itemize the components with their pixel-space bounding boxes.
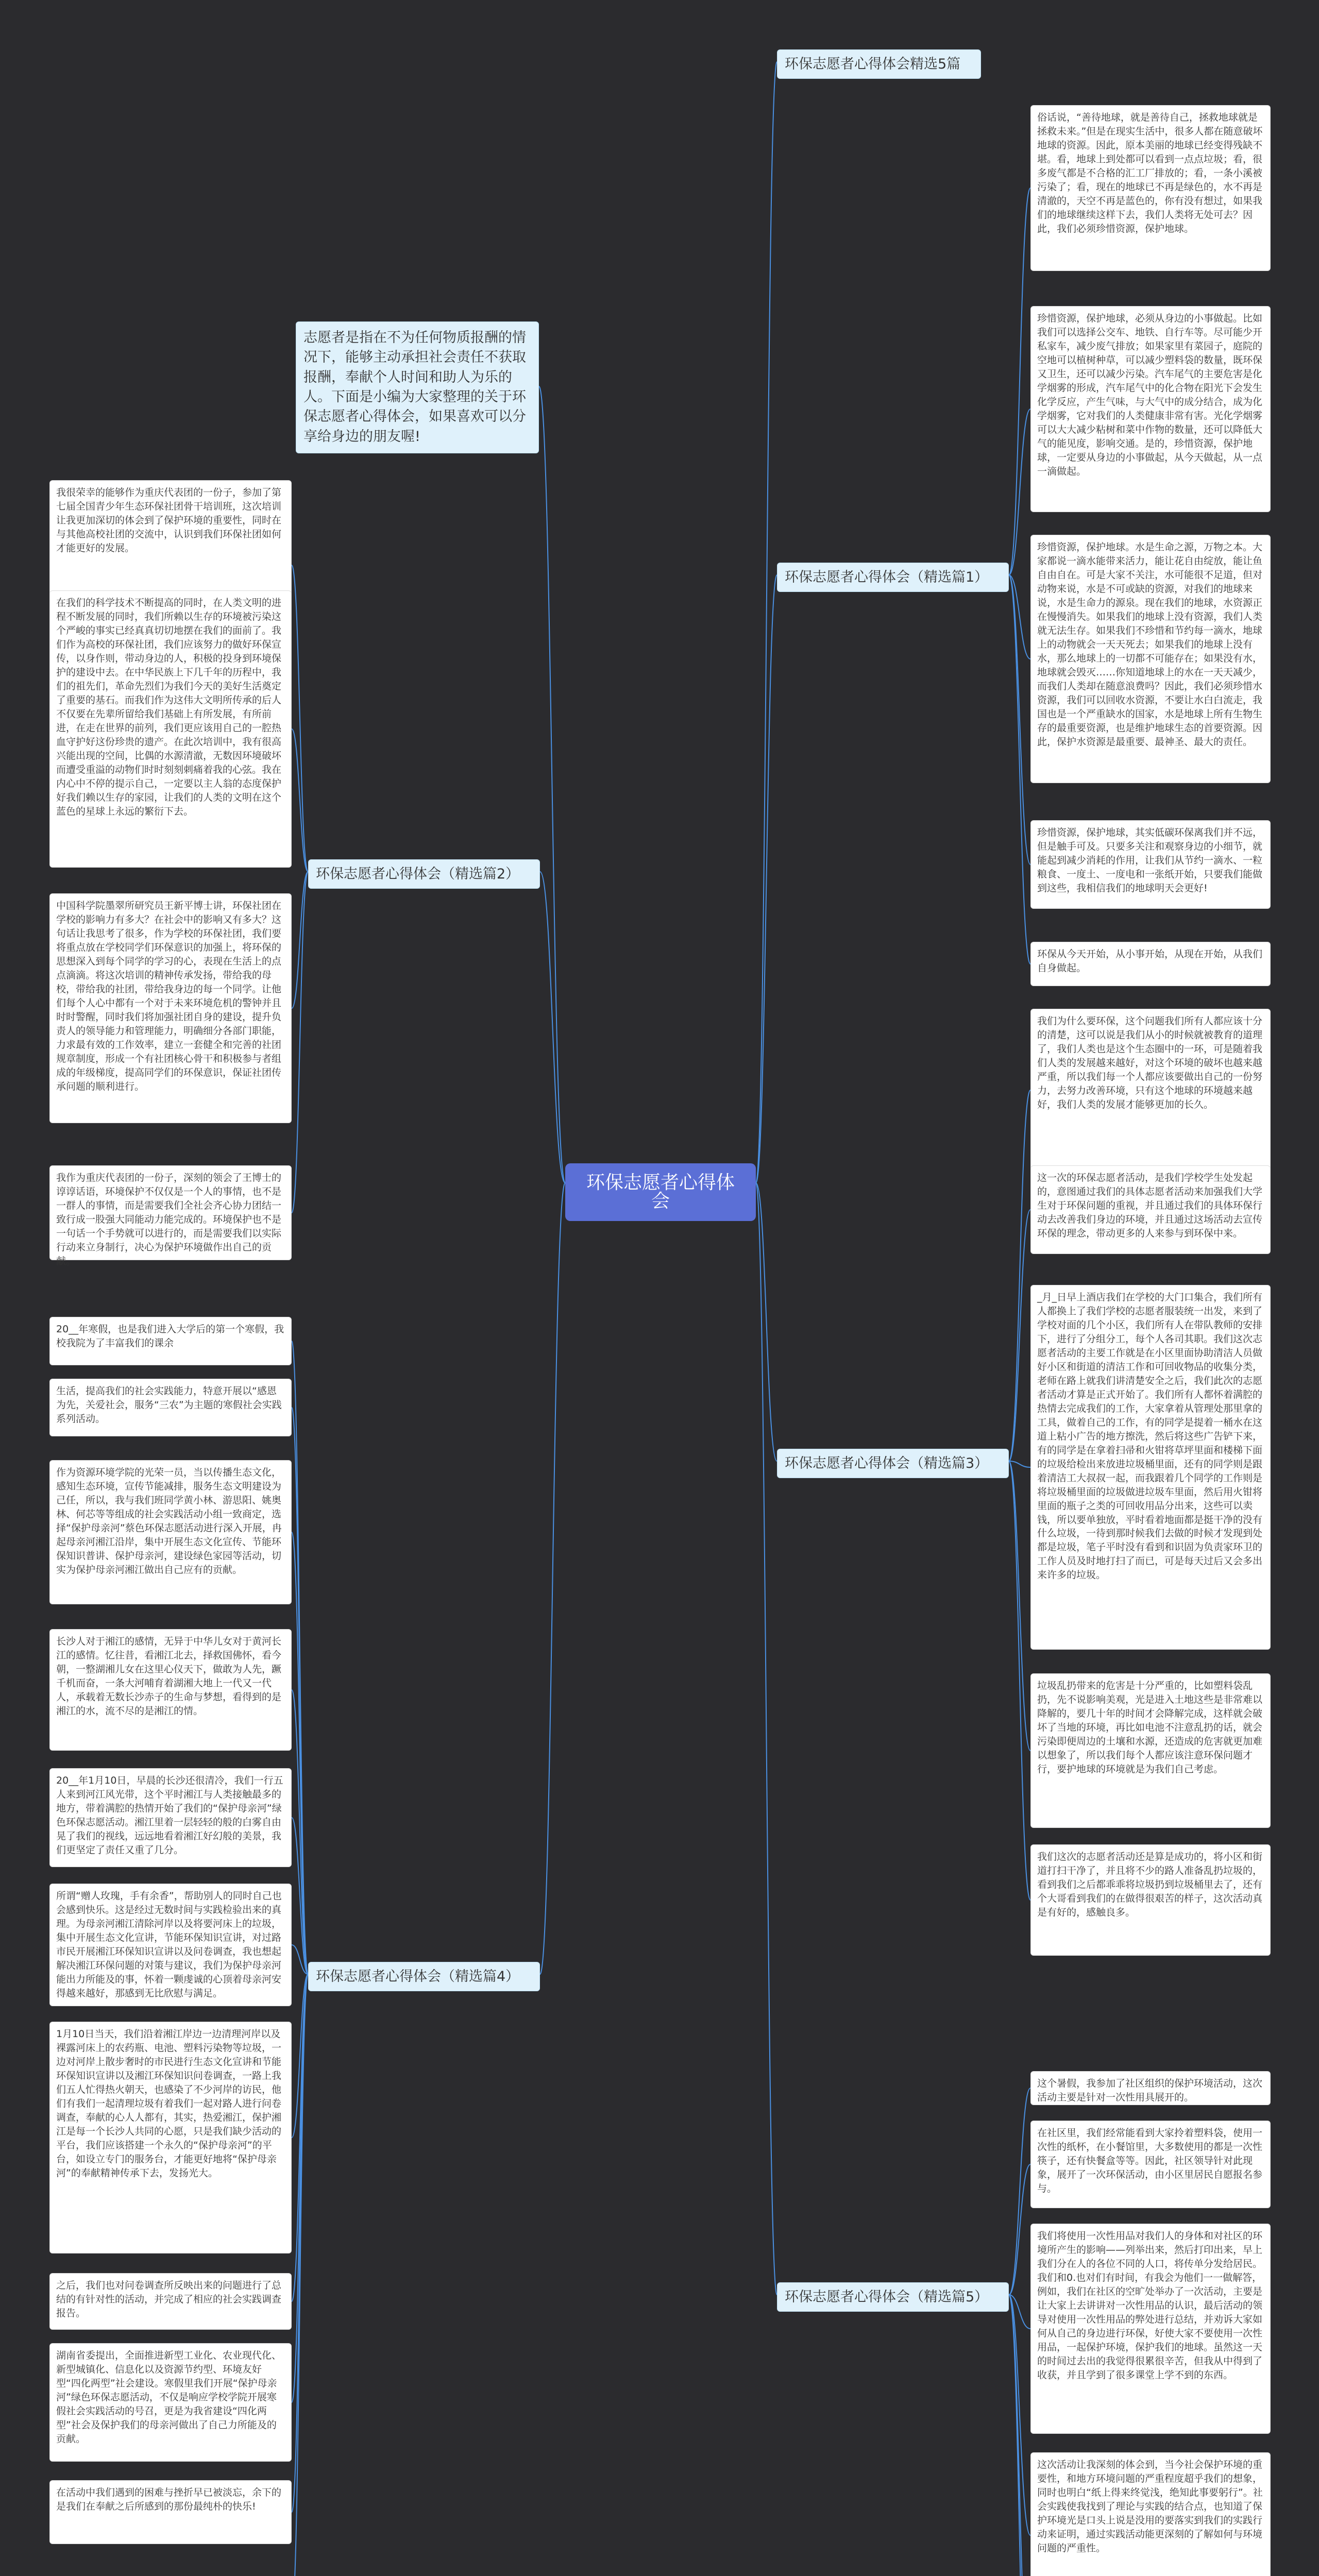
- root-topic[interactable]: 环保志愿者心得体会: [565, 1163, 756, 1221]
- connector-line: [1009, 1461, 1030, 1467]
- leaf-text: 长沙人对于湘江的感情，无异于中华儿女对于黄河长江的感情。忆往昔，看湘江北去，择救国佛怀，看今朝，一整湖湘儿女在这里心仪天下，做敢为人先，蹶千机而奋，一条大河哺育着湖湘大地上一代又一代人，承载着无数长沙赤子的生命与梦想，看得到的是湘江的水，流不尽的是湘江的情。: [49, 1629, 292, 1751]
- branch-topic[interactable]: 环保志愿者心得体会（精选篇5）: [777, 2282, 1009, 2312]
- connector-line: [1009, 2295, 1030, 2576]
- leaf-text: 珍惜资源，保护地球，必须从身边的小事做起。比如我们可以选择公交车、地铁、自行车等。尽可能少开私家车，减少废气排放；如果家里有菜园子，庭院的空地可以植树种草，可以减少塑料袋的数量，既环保又卫生，还可以减少污染。汽车尾气的主要危害是化学烟雾的形成，汽车尾气中的化合物在阳光下会发生化学反应，产生气味，与大气中的成分结合，成为化学烟雾，它对我们的人类健康非常有害。光化学烟雾可以大大减少粘树和菜中作物的数量，还可以降低大气的能见度，影响交通。是的，珍惜资源，保护地球，一定要从身边的小事做起，从今天做起，从一点一滴做起。: [1030, 306, 1271, 512]
- leaf-text: 之后，我们也对问卷调查所反映出来的问题进行了总结的有针对性的活动，并完成了相应的社会实践调查报告。: [49, 2273, 292, 2330]
- branch-topic[interactable]: 环保志愿者心得体会（精选篇3）: [777, 1449, 1009, 1478]
- connector-line: [1009, 1210, 1030, 1461]
- connector-line: [1009, 575, 1030, 964]
- connector-line: [292, 565, 308, 872]
- leaf-text: 在我们的科学技术不断提高的同时，在人类文明的进程不断发展的同时，我们所赖以生存的环境被污染这个严峻的事实已经真真切切地摆在我们的面前了。我们作为高校的环保社团，我们应该努力的做好环保宣传，以身作则，带动身边的人，积极的投身到环境保护的建设中去。在中华民族上下几千年的历程中，我们的祖先们，革命先烈们为我们今天的美好生活奠定了重要的基石。而我们作为这伟大文明所传承的后人不仅要在先辈所留给我们基础上有所发展，有所前进，在走在世界的前列，我们更应该用自己的一腔热血守护好这份珍贵的遗产。在此次培训中，我有很高兴能出现的空间，比偶的水源清澈，无数因环境破坏而遭受重溢的动物们时时刻刻刺痛着我的心弦。我在内心中不停的提示自己，一定要以主人翁的态度保护好我们赖以生存的家园，让我们的人类的文明在这个蓝色的星球上永远的繁衍下去。: [49, 590, 292, 868]
- connector-line: [1009, 409, 1030, 575]
- leaf-text: 环保从今天开始，从小事开始，从现在开始，从我们自身做起。: [1030, 942, 1271, 986]
- leaf-text: 我很荣幸的能够作为重庆代表团的一份子，参加了第七届全国青少年生态环保社团骨干培训班，这次培训让我更加深切的体会到了保护环境的重要性，同时在与其他高校社团的交流中，认识到我们环保社团如何才能更好的发展。: [49, 480, 292, 650]
- leaf-text: 生活，提高我们的社会实践能力，特意开展以“感恩为先，关爱社会，服务“三农”为主题的寒假社会实践系列活动。: [49, 1379, 292, 1436]
- leaf-text: 在社区里，我们经常能看到大家拎着塑料袋，使用一次性的纸杯，在小餐馆里，大多数使用的都是一次性筷子，还有快餐盒等等。因此，社区领导针对此现象，展开了一次环保活动，由小区里居民自愿报名参与。: [1030, 2121, 1271, 2208]
- connector-line: [1009, 1461, 1030, 1900]
- branch-topic[interactable]: 环保志愿者心得体会精选5篇: [777, 49, 981, 79]
- connector-line: [292, 1974, 308, 2402]
- branch-topic[interactable]: 环保志愿者心得体会（精选篇2）: [308, 859, 540, 889]
- leaf-text: 珍惜资源，保护地球，其实低碳环保离我们并不远，但是触手可及。只要多关注和观察身边的小细节，就能起到减少消耗的作用，让我们从节约一滴水、一粒粮食、一度土、一度电和一张纸开始，只要我们能做到这些，我相信我们的地球明天会更好!: [1030, 820, 1271, 909]
- connector-line: [1009, 2088, 1030, 2295]
- connector-line: [756, 62, 777, 1183]
- leaf-text: 20__年寒假，也是我们进入大学后的第一个寒假，我校我院为了丰富我们的课余: [49, 1317, 292, 1365]
- leaf-text: 作为资源环境学院的光荣一员，当以传播生态文化，感知生态环境，宣传节能减排，服务生态文明建设为己任，所以，我与我们班同学黄小林、游思阳、姚奥林、何芯等等组成的社会实践活动小组一致商定，选择“保护母亲河”蔡色环保志愿活动进行深入开展，冉起母亲河湘江沿岸，集中开展生态文化宣传、节能环保知识普讲、保护母亲河，建设绿色家园等活动，切实为保护母亲河湘江做出自己应有的贡献。: [49, 1460, 292, 1604]
- connector-line: [292, 872, 308, 1008]
- connector-line: [292, 872, 308, 1213]
- connector-line: [292, 729, 308, 872]
- branch-topic[interactable]: 环保志愿者心得体会（精选篇1）: [777, 563, 1009, 592]
- leaf-text: 20__年1月10日，早晨的长沙还很清冷，我们一行五人来到河江风光带，这个平时湘江与人类接触最多的地方，带着满腔的热情开始了我们的“保护母亲河”绿色环保志愿活动。湘江里着一层轻轻的般的白雾自由晃了我们的视线，远远地看着湘江好幻般的美景，我们更坚定了责任又重了几分。: [49, 1768, 292, 1867]
- leaf-text: 中国科学院墨翠所研究员王新平博士讲，环保社团在学校的影响力有多大？在社会中的影响又有多大？这句话让我思考了很多，作为学校的环保社团，我们要将重点放在学校同学们环保意识的加强上，将环保的思想深入到每个同学的学习的心，表现在生活上的点点滴滴。将这次培训的精神传承发扬，带给我的母校，带给我的社团，带给我身边的每一个同学。让他们每个人心中都有一个对于未来环境危机的警钟并且时时警醒，同时我们将加强社团自身的建设，提升负责人的领导能力和管理能力，明确细分各部门职能，力求最有效的工作效率，建立一套健全和完善的社团规章制度，形成一个有社团核心骨干和积极参与者组成的年级梯度，提高同学们的环保意识，保证社团传承问题的顺利进行。: [49, 893, 292, 1123]
- leaf-text: _月_日早上酒店我们在学校的大门口集合，我们所有人都换上了我们学校的志愿者服装统一出发，来到了学校对面的几个小区，我们所有人在带队教师的安排下，进行了分组分工，每个人各司其职。我们这次志愿者活动的主要工作就是在小区里面协助清洁人员做好小区和街道的清洁工作和可回收物品的收集分类，老师在路上就我们讲清楚安全之后，我们此次的志愿者活动才算是正式开始了。我们所有人都怀着满腔的热情去完成我们的工作，大家拿着从管理处那里拿的工具，做着自己的工作，有的同学是提着一桶水在这道上粘小广告的地方擦洗，然后将这些广告铲下来，有的同学是在拿着扫帚和火钳将草坪里面和楼梯下面的垃圾给检出来放进垃圾桶里面，还有的同学则是跟着清洁工大叔叔一起，而我跟着几个同学的工作则是将垃圾桶里面的垃圾做进垃圾车里面，然后用火钳将里面的瓶子之类的可回收用品分出来，这些可以卖钱，所以要单独放，平时看着地面都是挺干净的没有什么垃圾，一待到那时候我们去做的时候才发现到处都是垃圾，笔子平时没有看到和识固为负责家环卫的工作人员及时地打扫了而已，可是每天过后又会多出来许多的垃圾。: [1030, 1285, 1271, 1650]
- leaf-text: 这次活动让我深刻的体会到，当今社会保护环境的重要性，和地方环境问题的严重程度超乎我们的想象，同时也明白“纸上得来终觉浅，绝知此事要躬行”。社会实践使我找到了理论与实践的结合点，也知道了保护环境光是口头上说是没用的要落实到我们的实践行动来证明，通过实践活动能更深刻的了解如何与环境问题的严重性。: [1030, 2452, 1271, 2576]
- leaf-text: 在活动中我们遇到的困难与挫折早已被淡忘，余下的是我们在奉献之后所感到的那份最纯朴的快乐!: [49, 2480, 292, 2544]
- leaf-text: 我作为重庆代表团的一份子，深刻的领会了王博士的谆谆话语，环境保护不仅仅是一个人的事情，也不是一群人的事情，而是需要我们全社会齐心协力团结一致行成一股强大同能动力能完成的。环境保护也不是一句话一个手势就可以进行的，而是需要我们以实际行动来立身制行，决心为保护环境做作出自己的贡献。: [49, 1165, 292, 1260]
- connector-line: [756, 1183, 777, 2295]
- branch-topic[interactable]: 环保志愿者心得体会（精选篇4）: [308, 1962, 540, 1991]
- leaf-text: 俗话说，“善待地球，就是善待自己，拯救地球就是拯救未来。”但是在现实生活中，很多人都在随意破坏地球的资源。因此，原本美丽的地球已经变得残缺不堪。看，地球上到处都可以看到一点点垃圾；看，很多废气都是不合格的汇工厂排放的；看，一条小溪被污染了；看，现在的地球已不再是绿色的，水不再是清澈的，天空不再是蓝色的，你有没有想过，如果我们的地球继续这样下去，我们人类将无处可去？因此，我们必须珍惜资源，保护地球。: [1030, 105, 1271, 271]
- connector-line: [292, 1532, 308, 1974]
- leaf-text: 珍惜资源，保护地球。水是生命之源，万物之本。大家都说一滴水能带来活力，能让花自由绽放，能让鱼自由自在。可是大家不关注，水可能很不足道，但对动物来说，水是不可或缺的资源，对我们的地球来说，水是生命力的源泉。现在我们的地球，水资源正在慢慢消失。如果我们的地球上没有资源，我们人类就无法生存。如果我们不珍惜和节约每一滴水，地球上的动物就会一天天死去；如果我们的地球上没有水，那么地球上的一切都不可能存在；如果没有水，地球就会毁灭……你知道地球上的水在一天天减少，而我们人类却在随意浪费吗？因此，我们必须珍惜水资源，我们可以回收水资源，不要让水白白流走，我国也是一个严重缺水的国家，水是地球上所有生物生存的最重要资源，也是维护地球生态的首要资源。因此，保护水资源是最重要、最神圣、最大的责任。: [1030, 535, 1271, 783]
- leaf-text: 1月10日当天，我们沿着湘江岸边一边清理河岸以及裸露河床上的农药瓶、电池、塑料污染物等垃圾，一边对河岸上散步奢时的市民进行生态文化宣讲和节能环保知识宣讲以及湘江环保知识问卷调查，一路上我们五人忙得热火朝天，也感染了不少河岸的访民，他们有我们一起清理垃圾有着我们一起对路人进行问卷调查，奉献的心人人都有，其实，热爱湘江，保护湘江是每一个长沙人共同的心愿，只是我们缺少活动的平台，我们应该搭建一个永久的“保护母亲河”的平台，如设立专门的服务台，才能更好地将“保护母亲河”的奉献精神传承下去，发扬光大。: [49, 2022, 292, 2253]
- connector-line: [1009, 1090, 1030, 1461]
- leaf-text: 所谓“赠人玫瑰，手有余香”，帮助别人的同时自己也会感到快乐。这是经过无数时间与实践检验出来的真理。为母亲河湘江清除河岸以及将要河床上的垃圾，集中开展生态文化宣讲，节能环保知识宣讲，对过路市民开展湘江环保知识宣讲以及问卷调查，我也想起解决湘江环保问题的对策与建议，我们为保护母亲河能出力所能及的事，怀着一颗虔诚的心顶着母亲河安得越来越好，那感到无比欣慰与满足。: [49, 1884, 292, 2006]
- leaf-text: 我们这次的志愿者活动还是算是成功的，将小区和街道打扫干净了，并且将不少的路人准备乱扔垃圾的，看到我们之后都乖乖将垃圾扔到垃圾桶里去了，还有个大哥看到我们的在做得很艰苦的样子，这次活动真是有好的，感触良多。: [1030, 1844, 1271, 1956]
- connector-line: [539, 386, 565, 1183]
- leaf-text: 这个暑假，我参加了社区组织的保护环境活动，这次活动主要是针对一次性用具展开的。: [1030, 2071, 1271, 2105]
- connector-line: [540, 872, 565, 1183]
- leaf-text: 垃圾乱扔带来的危害是十分严重的，比如塑料袋乱扔，先不说影响美观，光是进入土地这些是非常难以降解的，要几十年的时间才会降解完成，这样就会破坏了当地的环境，再比如电池不注意乱扔的话，就会污染即便周边的土壤和水源，还造成的危害就更加难以想象了，所以我们每个人都应该注意环保问题才行，要护地球的环境就是为我们自己考虑。: [1030, 1673, 1271, 1828]
- leaf-text: 湖南省委提出，全面推进新型工业化、农业现代化、新型城镇化、信息化以及资源节约型、环境友好型“四化两型”社会建设。寒假里我们开展“保护母亲河”绿色环保志愿活动，不仅是响应学校学院开展寒假社会实践活动的号召，更是为我省建设“四化两型”社会及保护我们的母亲河做出了自己力所能及的贡献。: [49, 2343, 292, 2462]
- connector-line: [1009, 1461, 1030, 1751]
- leaf-text: 我们将使用一次性用品对我们人的身体和对社区的环境所产生的影响——列举出来，然后打印出来，早上我们分在人的各位不同的人口，将传单分发给居民。我们和0.也对们有时间，有我会为他们一一做解答，例如，我们在社区的空旷处举办了一次活动，主要是让大家上去讲讲对一次性用品的认识，最后活动的领导对使用一次性用品的弊处进行总结，并劝诉大家如何从自己的身边进行环保，好使大家不要使用一次性用品，一起保护环境，保护我们的地球。虽然这一天的时间过去出的我觉得很累很辛苦，但我从中得到了收获，并且学到了很多课堂上学不到的东西。: [1030, 2224, 1271, 2434]
- leaf-text: 这一次的环保志愿者活动，是我们学校学生处发起的，意图通过我们的具体志愿者活动来加强我们大学生对于环保问题的重视，并且通过我们的具体环保行动去改善我们身边的环境，并且通过这场活动去宣传环保的理念，带动更多的人来参与到环保中来。: [1030, 1165, 1271, 1254]
- connector-line: [540, 1183, 565, 1974]
- leaf-text: 我们为什么要环保，这个问题我们所有人都应该十分的清楚，这可以说是我们从小的时候就被教育的道理了，我们人类也是这个生态圈中的一环，可是随着我们人类的发展越来越好，对这个环境的破坏也越来越严重，所以我们每一个人都应该要做出自己的一份努力，去努力改善环境，只有这个地球的环境越来越好，我们人类的发展才能够更加的长久。: [1030, 1009, 1271, 1172]
- intro-note[interactable]: 志愿者是指在不为任何物质报酬的情况下，能够主动承担社会责任不获取报酬，奉献个人时间和助人为乐的人。下面是小编为大家整理的关于环保志愿者心得体会，如果喜欢可以分享给身边的朋友喔!: [296, 321, 539, 453]
- connector-line: [1009, 188, 1030, 575]
